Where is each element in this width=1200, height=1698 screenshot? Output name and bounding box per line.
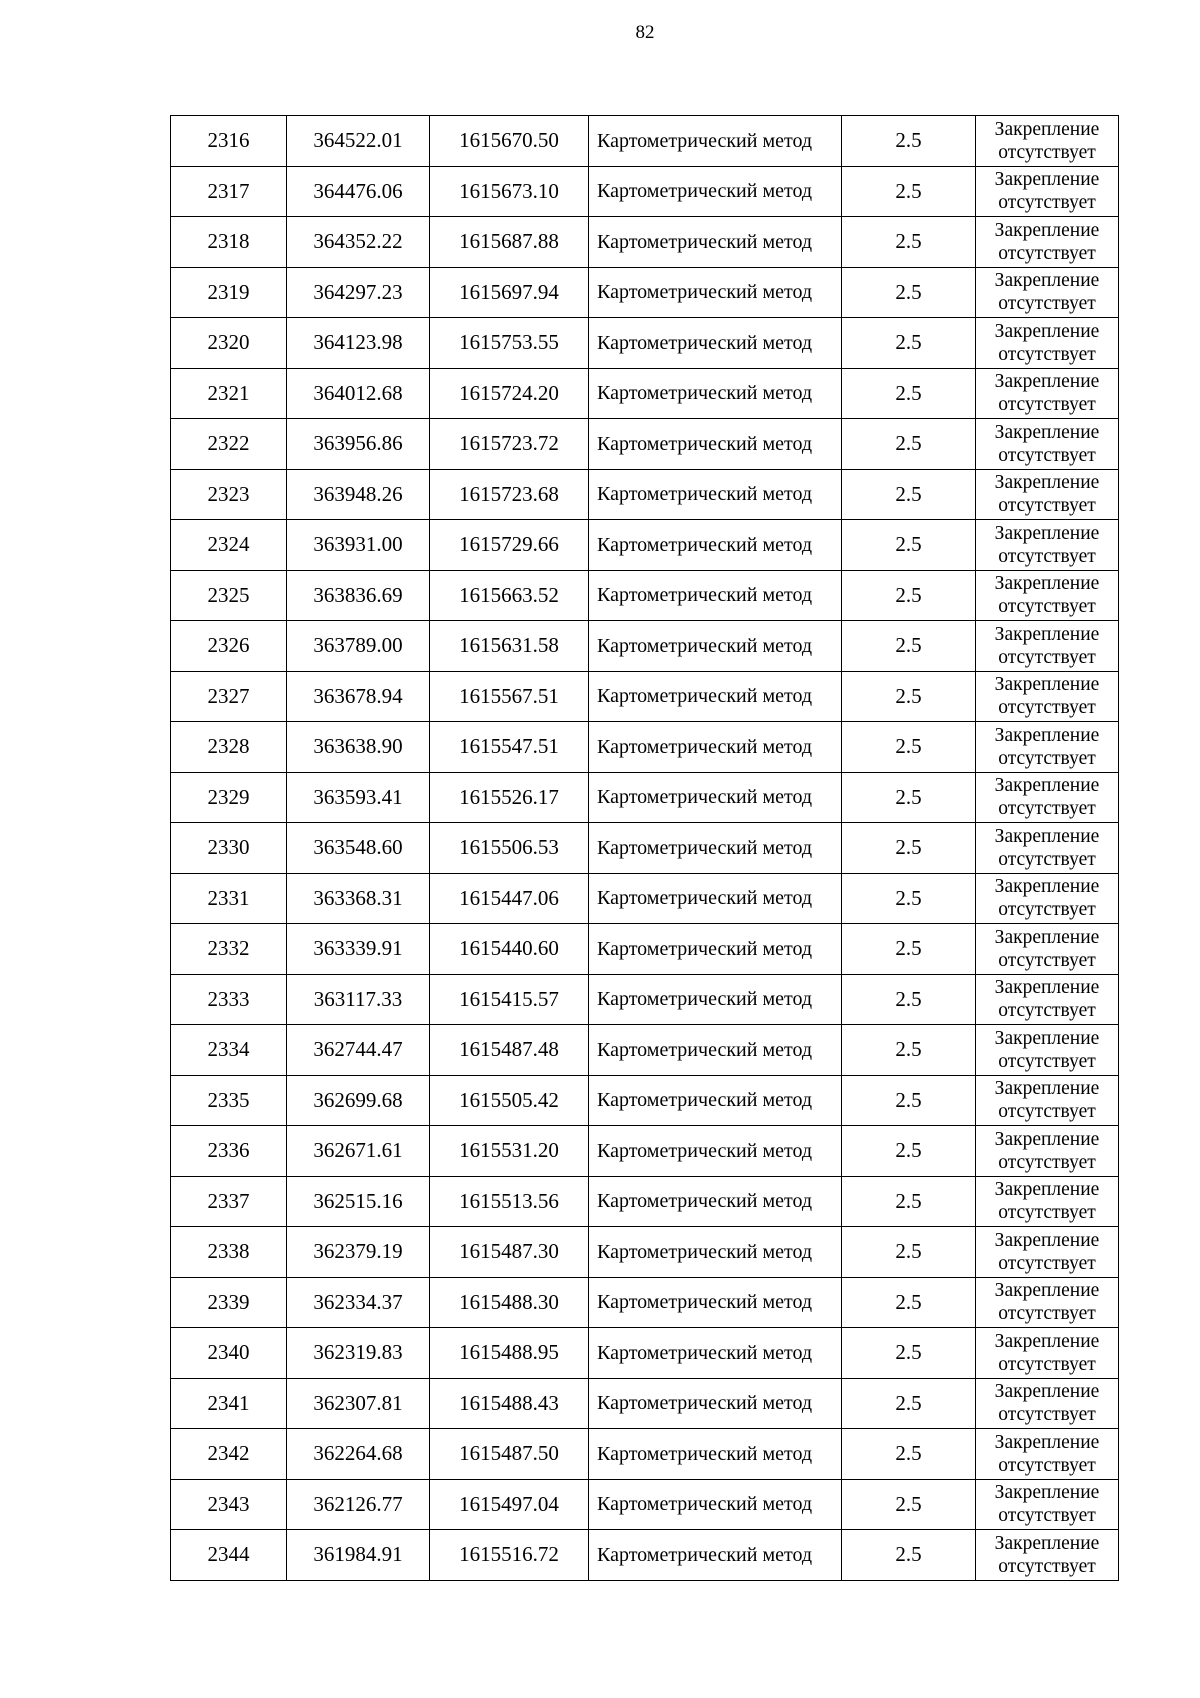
method-cell: Картометрический метод [589,671,842,722]
y-coordinate-cell: 1615631.58 [430,621,589,672]
accuracy-cell: 2.5 [842,368,976,419]
x-coordinate-cell: 362379.19 [287,1227,430,1278]
status-line-2: отсутствует [998,495,1096,517]
status-line-2: отсутствует [998,1050,1096,1072]
accuracy-cell: 2.5 [842,621,976,672]
status-line-1: Закрепление [994,421,1100,443]
coordinates-table [170,115,1119,1581]
point-number-cell: 2317 [171,166,287,217]
table-row [171,772,1119,823]
y-coordinate-cell: 1615687.88 [430,217,589,268]
status-line-1: Закрепление [994,169,1100,191]
y-coordinate-cell: 1615724.20 [430,368,589,419]
status-line-1: Закрепление [994,573,1100,595]
table-row [171,419,1119,470]
x-coordinate-cell: 364476.06 [287,166,430,217]
y-coordinate-cell: 1615488.95 [430,1328,589,1379]
table-row [171,267,1119,318]
table-row [171,1227,1119,1278]
method-cell: Картометрический метод [589,1378,842,1429]
accuracy-cell: 2.5 [842,1530,976,1581]
y-coordinate-cell: 1615670.50 [430,116,589,167]
point-number-cell: 2344 [171,1530,287,1581]
table-row [171,1429,1119,1480]
accuracy-cell: 2.5 [842,469,976,520]
status-line-2: отсутствует [998,697,1096,719]
point-number-cell: 2338 [171,1227,287,1278]
status-line-1: Закрепление [994,1078,1100,1100]
status-line-1: Закрепление [994,1128,1100,1150]
accuracy-cell: 2.5 [842,1429,976,1480]
fixing-status-cell [976,1277,1119,1328]
method-cell: Картометрический метод [589,116,842,167]
point-number-cell: 2325 [171,570,287,621]
method-cell: Картометрический метод [589,1328,842,1379]
fixing-status-cell [976,419,1119,470]
fixing-status-cell [976,166,1119,217]
x-coordinate-cell: 363789.00 [287,621,430,672]
x-coordinate-cell: 363956.86 [287,419,430,470]
point-number-cell: 2318 [171,217,287,268]
accuracy-cell: 2.5 [842,823,976,874]
x-coordinate-cell: 363593.41 [287,772,430,823]
y-coordinate-cell: 1615487.48 [430,1025,589,1076]
y-coordinate-cell: 1615753.55 [430,318,589,369]
status-line-1: Закрепление [994,1280,1100,1302]
x-coordinate-cell: 363836.69 [287,570,430,621]
x-coordinate-cell: 364297.23 [287,267,430,318]
accuracy-cell: 2.5 [842,419,976,470]
table-row [171,1378,1119,1429]
table-row [171,924,1119,975]
y-coordinate-cell: 1615516.72 [430,1530,589,1581]
method-cell: Картометрический метод [589,873,842,924]
method-cell: Картометрический метод [589,570,842,621]
x-coordinate-cell: 363931.00 [287,520,430,571]
x-coordinate-cell: 363638.90 [287,722,430,773]
table-row [171,520,1119,571]
fixing-status-cell [976,1479,1119,1530]
accuracy-cell: 2.5 [842,772,976,823]
method-cell: Картометрический метод [589,1075,842,1126]
fixing-status-cell [976,974,1119,1025]
point-number-cell: 2341 [171,1378,287,1429]
status-line-2: отсутствует [998,899,1096,921]
status-line-2: отсутствует [998,1252,1096,1274]
status-line-2: отсутствует [998,545,1096,567]
point-number-cell: 2328 [171,722,287,773]
table-row [171,974,1119,1025]
fixing-status-cell [976,520,1119,571]
point-number-cell: 2337 [171,1176,287,1227]
y-coordinate-cell: 1615488.43 [430,1378,589,1429]
status-line-1: Закрепление [994,724,1100,746]
table-row [171,318,1119,369]
x-coordinate-cell: 362699.68 [287,1075,430,1126]
fixing-status-cell [976,621,1119,672]
status-line-1: Закрепление [994,775,1100,797]
y-coordinate-cell: 1615440.60 [430,924,589,975]
status-line-1: Закрепление [994,977,1100,999]
method-cell: Картометрический метод [589,1227,842,1278]
x-coordinate-cell: 363368.31 [287,873,430,924]
accuracy-cell: 2.5 [842,1378,976,1429]
table-row [171,217,1119,268]
fixing-status-cell [976,823,1119,874]
point-number-cell: 2329 [171,772,287,823]
coordinates-table-body [171,116,1119,1581]
table-row [171,570,1119,621]
fixing-status-cell [976,368,1119,419]
x-coordinate-cell: 363548.60 [287,823,430,874]
method-cell: Картометрический метод [589,1176,842,1227]
fixing-status-cell [976,267,1119,318]
fixing-status-cell [976,1075,1119,1126]
method-cell: Картометрический метод [589,469,842,520]
accuracy-cell: 2.5 [842,116,976,167]
status-line-2: отсутствует [998,949,1096,971]
fixing-status-cell [976,1429,1119,1480]
status-line-2: отсутствует [998,394,1096,416]
point-number-cell: 2326 [171,621,287,672]
status-line-1: Закрепление [994,118,1100,140]
status-line-2: отсутствует [998,293,1096,315]
status-line-2: отсутствует [998,1303,1096,1325]
x-coordinate-cell: 363117.33 [287,974,430,1025]
fixing-status-cell [976,217,1119,268]
accuracy-cell: 2.5 [842,318,976,369]
table-row [171,1328,1119,1379]
fixing-status-cell [976,722,1119,773]
status-line-2: отсутствует [998,192,1096,214]
fixing-status-cell [976,1126,1119,1177]
status-line-2: отсутствует [998,1000,1096,1022]
accuracy-cell: 2.5 [842,217,976,268]
point-number-cell: 2316 [171,116,287,167]
accuracy-cell: 2.5 [842,1075,976,1126]
method-cell: Картометрический метод [589,772,842,823]
point-number-cell: 2322 [171,419,287,470]
fixing-status-cell [976,873,1119,924]
status-line-2: отсутствует [998,1454,1096,1476]
fixing-status-cell [976,318,1119,369]
status-line-1: Закрепление [994,320,1100,342]
accuracy-cell: 2.5 [842,267,976,318]
accuracy-cell: 2.5 [842,873,976,924]
point-number-cell: 2339 [171,1277,287,1328]
fixing-status-cell [976,1328,1119,1379]
status-line-1: Закрепление [994,472,1100,494]
status-line-2: отсутствует [998,141,1096,163]
accuracy-cell: 2.5 [842,1025,976,1076]
table-row [171,1530,1119,1581]
point-number-cell: 2343 [171,1479,287,1530]
table-row [171,1277,1119,1328]
status-line-2: отсутствует [998,1555,1096,1577]
point-number-cell: 2332 [171,924,287,975]
status-line-1: Закрепление [994,1532,1100,1554]
status-line-2: отсутствует [998,1353,1096,1375]
table-row [171,116,1119,167]
y-coordinate-cell: 1615547.51 [430,722,589,773]
point-number-cell: 2320 [171,318,287,369]
method-cell: Картометрический метод [589,924,842,975]
x-coordinate-cell: 364012.68 [287,368,430,419]
point-number-cell: 2336 [171,1126,287,1177]
method-cell: Картометрический метод [589,621,842,672]
fixing-status-cell [976,924,1119,975]
status-line-2: отсутствует [998,848,1096,870]
point-number-cell: 2335 [171,1075,287,1126]
status-line-1: Закрепление [994,270,1100,292]
y-coordinate-cell: 1615729.66 [430,520,589,571]
method-cell: Картометрический метод [589,1277,842,1328]
x-coordinate-cell: 362515.16 [287,1176,430,1227]
table-row [171,1075,1119,1126]
x-coordinate-cell: 362264.68 [287,1429,430,1480]
method-cell: Картометрический метод [589,1530,842,1581]
method-cell: Картометрический метод [589,1479,842,1530]
status-line-1: Закрепление [994,1229,1100,1251]
fixing-status-cell [976,1227,1119,1278]
status-line-2: отсутствует [998,1151,1096,1173]
y-coordinate-cell: 1615513.56 [430,1176,589,1227]
accuracy-cell: 2.5 [842,671,976,722]
status-line-1: Закрепление [994,926,1100,948]
method-cell: Картометрический метод [589,419,842,470]
accuracy-cell: 2.5 [842,1126,976,1177]
status-line-1: Закрепление [994,1330,1100,1352]
point-number-cell: 2340 [171,1328,287,1379]
y-coordinate-cell: 1615497.04 [430,1479,589,1530]
table-row [171,469,1119,520]
table-row [171,1176,1119,1227]
accuracy-cell: 2.5 [842,1277,976,1328]
accuracy-cell: 2.5 [842,1227,976,1278]
accuracy-cell: 2.5 [842,570,976,621]
x-coordinate-cell: 364123.98 [287,318,430,369]
x-coordinate-cell: 363678.94 [287,671,430,722]
y-coordinate-cell: 1615697.94 [430,267,589,318]
fixing-status-cell [976,570,1119,621]
y-coordinate-cell: 1615415.57 [430,974,589,1025]
status-line-1: Закрепление [994,674,1100,696]
accuracy-cell: 2.5 [842,1479,976,1530]
x-coordinate-cell: 362334.37 [287,1277,430,1328]
point-number-cell: 2334 [171,1025,287,1076]
table-row [171,368,1119,419]
point-number-cell: 2333 [171,974,287,1025]
status-line-2: отсутствует [998,343,1096,365]
fixing-status-cell [976,1530,1119,1581]
method-cell: Картометрический метод [589,520,842,571]
y-coordinate-cell: 1615531.20 [430,1126,589,1177]
status-line-1: Закрепление [994,623,1100,645]
y-coordinate-cell: 1615663.52 [430,570,589,621]
method-cell: Картометрический метод [589,974,842,1025]
status-line-2: отсутствует [998,798,1096,820]
status-line-1: Закрепление [994,1381,1100,1403]
method-cell: Картометрический метод [589,368,842,419]
status-line-2: отсутствует [998,1101,1096,1123]
y-coordinate-cell: 1615723.72 [430,419,589,470]
fixing-status-cell [976,1378,1119,1429]
status-line-2: отсутствует [998,1202,1096,1224]
y-coordinate-cell: 1615487.30 [430,1227,589,1278]
x-coordinate-cell: 364522.01 [287,116,430,167]
status-line-2: отсутствует [998,1505,1096,1527]
x-coordinate-cell: 362671.61 [287,1126,430,1177]
x-coordinate-cell: 362319.83 [287,1328,430,1379]
status-line-1: Закрепление [994,1027,1100,1049]
method-cell: Картометрический метод [589,1025,842,1076]
y-coordinate-cell: 1615506.53 [430,823,589,874]
page-number: 82 [635,22,655,43]
x-coordinate-cell: 362126.77 [287,1479,430,1530]
point-number-cell: 2327 [171,671,287,722]
table-row [171,1479,1119,1530]
status-line-1: Закрепление [994,371,1100,393]
table-row [171,1126,1119,1177]
status-line-1: Закрепление [994,876,1100,898]
status-line-1: Закрепление [994,825,1100,847]
status-line-1: Закрепление [994,1482,1100,1504]
method-cell: Картометрический метод [589,823,842,874]
y-coordinate-cell: 1615505.42 [430,1075,589,1126]
status-line-1: Закрепление [994,522,1100,544]
method-cell: Картометрический метод [589,217,842,268]
method-cell: Картометрический метод [589,1126,842,1177]
table-row [171,671,1119,722]
point-number-cell: 2321 [171,368,287,419]
status-line-2: отсутствует [998,646,1096,668]
table-row [171,1025,1119,1076]
y-coordinate-cell: 1615673.10 [430,166,589,217]
status-line-2: отсутствует [998,747,1096,769]
x-coordinate-cell: 362744.47 [287,1025,430,1076]
table-row [171,823,1119,874]
y-coordinate-cell: 1615488.30 [430,1277,589,1328]
status-line-2: отсутствует [998,1404,1096,1426]
status-line-2: отсутствует [998,242,1096,264]
fixing-status-cell [976,671,1119,722]
point-number-cell: 2323 [171,469,287,520]
accuracy-cell: 2.5 [842,722,976,773]
x-coordinate-cell: 364352.22 [287,217,430,268]
point-number-cell: 2331 [171,873,287,924]
point-number-cell: 2330 [171,823,287,874]
fixing-status-cell [976,469,1119,520]
fixing-status-cell [976,1176,1119,1227]
fixing-status-cell [976,116,1119,167]
accuracy-cell: 2.5 [842,924,976,975]
table-row [171,873,1119,924]
accuracy-cell: 2.5 [842,520,976,571]
table-row [171,621,1119,672]
x-coordinate-cell: 361984.91 [287,1530,430,1581]
status-line-1: Закрепление [994,1431,1100,1453]
point-number-cell: 2324 [171,520,287,571]
y-coordinate-cell: 1615526.17 [430,772,589,823]
method-cell: Картометрический метод [589,722,842,773]
fixing-status-cell [976,772,1119,823]
fixing-status-cell [976,1025,1119,1076]
table-row [171,722,1119,773]
point-number-cell: 2319 [171,267,287,318]
y-coordinate-cell: 1615567.51 [430,671,589,722]
x-coordinate-cell: 363948.26 [287,469,430,520]
point-number-cell: 2342 [171,1429,287,1480]
accuracy-cell: 2.5 [842,166,976,217]
accuracy-cell: 2.5 [842,1328,976,1379]
accuracy-cell: 2.5 [842,974,976,1025]
method-cell: Картометрический метод [589,1429,842,1480]
method-cell: Картометрический метод [589,318,842,369]
status-line-2: отсутствует [998,596,1096,618]
method-cell: Картометрический метод [589,166,842,217]
status-line-1: Закрепление [994,219,1100,241]
accuracy-cell: 2.5 [842,1176,976,1227]
method-cell: Картометрический метод [589,267,842,318]
x-coordinate-cell: 362307.81 [287,1378,430,1429]
x-coordinate-cell: 363339.91 [287,924,430,975]
table-row [171,166,1119,217]
y-coordinate-cell: 1615487.50 [430,1429,589,1480]
y-coordinate-cell: 1615447.06 [430,873,589,924]
y-coordinate-cell: 1615723.68 [430,469,589,520]
status-line-2: отсутствует [998,444,1096,466]
status-line-1: Закрепление [994,1179,1100,1201]
